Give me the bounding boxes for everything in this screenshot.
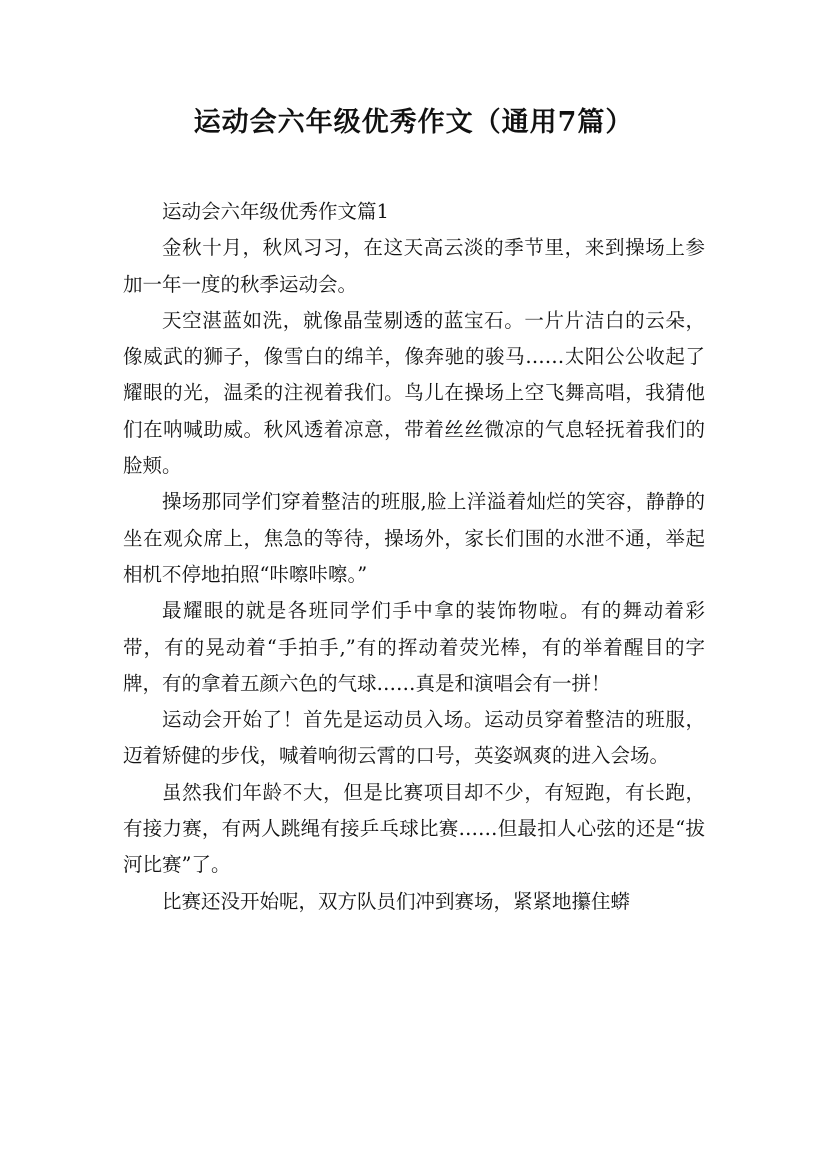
paragraph-7: 比赛还没开始呢，双方队员们冲到赛场，紧紧地攥住蟒 bbox=[162, 889, 631, 913]
paragraph-4: 最耀眼的就是各班同学们手中拿的装饰物啦。有的舞动着彩带，有的晃动着“手拍手,”有的挥动着荧光棒，有的举着醒目的字牌，有的拿着五颜六色的气球……真是和演唱会有一拼！ bbox=[123, 599, 705, 695]
paragraph-1: 金秋十月，秋风习习，在这天高云淡的季节里，来到操场上参加一年一度的秋季运动会。 bbox=[123, 236, 705, 296]
section-heading: 运动会六年级优秀作文篇1 bbox=[162, 200, 389, 223]
paragraph-3: 操场那同学们穿着整洁的班服,脸上洋溢着灿烂的笑容，静静的坐在观众席上，焦急的等待，操场外，家长们围的水泄不通，举起相机不停地拍照“咔嚓咔嚓。” bbox=[123, 490, 705, 586]
paragraph-2: 天空湛蓝如洗，就像晶莹剔透的蓝宝石。一片片洁白的云朵，像威武的狮子，像雪白的绵羊，像奔驰的骏马……太阳公公收起了耀眼的光，温柔的注视着我们。鸟儿在操场上空飞舞高唱，我猜他们在呐喊助威。秋风透着凉意，带着丝丝微凉的气息轻抚着我们的脸颊。 bbox=[123, 308, 705, 478]
page-title: 运动会六年级优秀作文（通用7篇） bbox=[193, 107, 634, 138]
paragraph-5: 运动会开始了！首先是运动员入场。运动员穿着整洁的班服，迈着矫健的步伐，喊着响彻云霄的口号，英姿飒爽的进入会场。 bbox=[123, 708, 705, 768]
paragraph-6: 虽然我们年龄不大，但是比赛项目却不少，有短跑，有长跑，有接力赛，有两人跳绳有接乒乓球比赛……但最扣人心弦的还是“拔河比赛”了。 bbox=[123, 780, 705, 877]
essay-body bbox=[123, 194, 705, 920]
